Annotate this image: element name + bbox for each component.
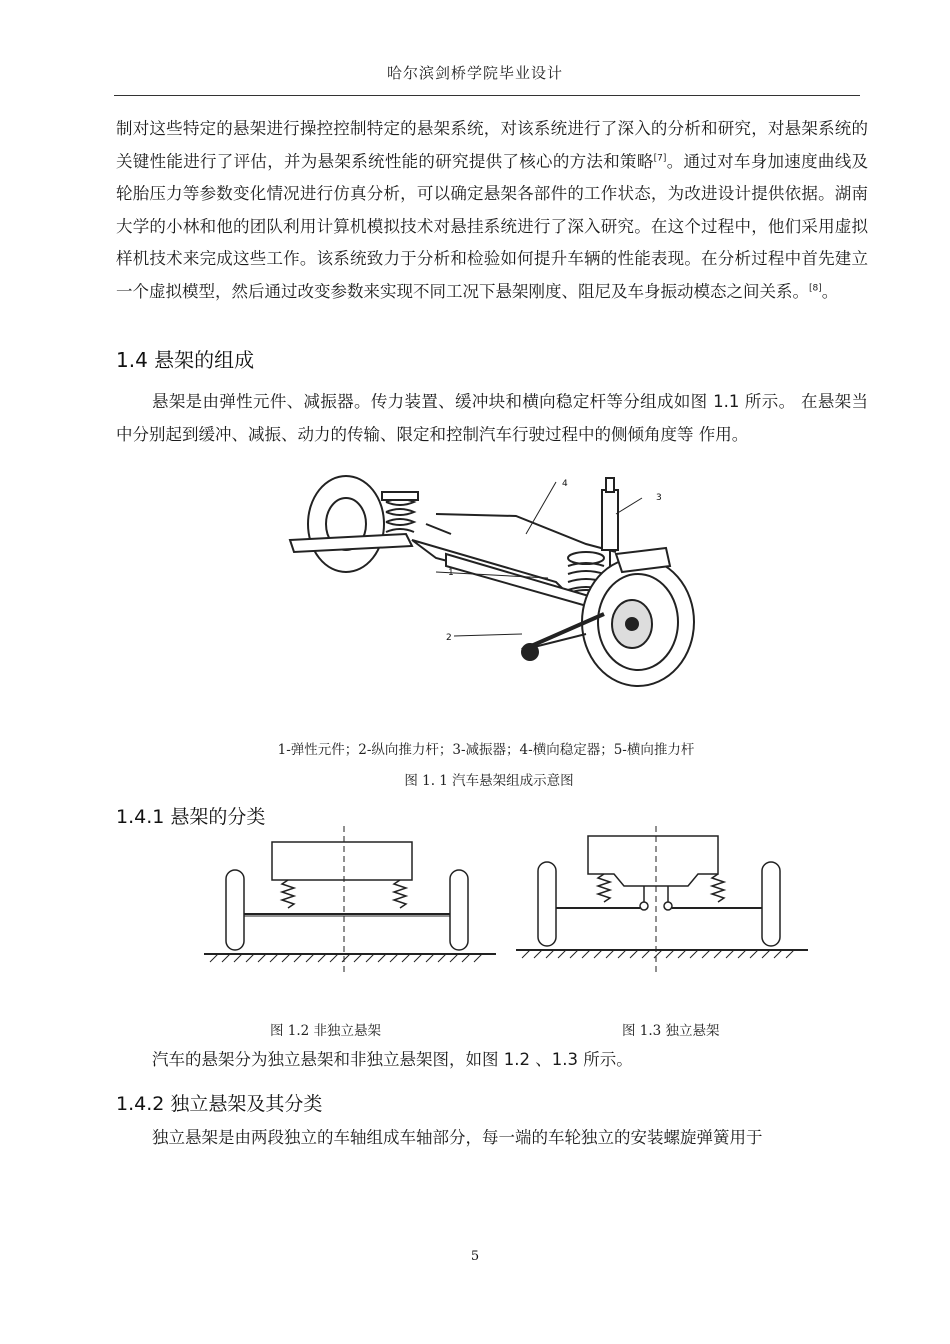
fig1-label-4: 4	[562, 479, 568, 489]
fig1-label-1: 1	[448, 568, 454, 578]
suspension-assembly-figure	[286, 474, 706, 714]
figure-1-1-caption: 图 1. 1 汽车悬架组成示意图	[404, 773, 574, 789]
intro-text-2: 。通过对车身加速度曲线及轮胎压力等参数变化情况进行仿真分析，可以确定悬架各部件的工作状态，为改进设计提供依据。湖南大学的小林和他的团队利用计算机模拟技术对悬挂系统进行了深入研究。在这个过程中，他们采用虚拟样机技术来完成这些工作。该系统致力于分析和检验如何提升车辆的性能表现。在分析过程中首先建立一个虚拟模型，然后通过改变参数来实现不同工况下悬架刚度、阻尼及车身振动模态之间关系。	[116, 151, 869, 301]
left-wheel	[308, 476, 384, 572]
section-heading-1-4: 1.4 悬架的组成	[116, 348, 255, 372]
page-header: 哈尔滨剑桥学院毕业设计	[386, 64, 563, 82]
citation-8: [8]	[809, 283, 822, 293]
independent-suspension-figure	[512, 826, 812, 976]
intro-paragraph	[116, 113, 868, 308]
figure-1-1-legend: 1-弹性元件；2-纵向推力杆；3-减振器；4-横向稳定器；5-横向推力杆	[277, 742, 695, 758]
intro-text-1: 制对这些特定的悬架进行操控控制特定的悬架系统，对该系统进行了深入的分析和研究，对悬架系统的关键性能进行了评估，并为悬架系统性能的研究提供了核心的方法和策略	[116, 119, 868, 171]
section-heading-1-4-1: 1.4.1 悬架的分类	[116, 806, 266, 828]
fig1-label-2: 2	[446, 633, 452, 643]
figure-1-2-caption: 图 1.2 非独立悬架	[270, 1023, 382, 1039]
header-rule	[114, 95, 860, 96]
section-1-4-1-paragraph: 汽车的悬架分为独立悬架和非独立悬架图，如图 1.2 、1.3 所示。	[152, 1050, 633, 1069]
section-1-4-paragraph: 悬架是由弹性元件、减振器。传力装置、缓冲块和横向稳定杆等分组成如图 1.1 所示。 在悬架当中分别起到缓冲、减振、动力的传输、限定和控制汽车行驶过程中的侧倾角度等 作用。	[116, 392, 868, 444]
section-1-4-2-paragraph: 独立悬架是由两段独立的车轴组成车轴部分，每一端的车轮独立的安装螺旋弹簧用于	[152, 1128, 763, 1147]
non-independent-suspension-figure	[200, 826, 500, 976]
fig1-label-3: 3	[656, 493, 662, 503]
intro-text-3: 。	[821, 281, 839, 301]
page-number: 5	[470, 1249, 480, 1264]
citation-7: [7]	[653, 153, 667, 163]
section-heading-1-4-2: 1.4.2 独立悬架及其分类	[116, 1093, 323, 1115]
figure-1-3-caption: 图 1.3 独立悬架	[622, 1023, 720, 1039]
